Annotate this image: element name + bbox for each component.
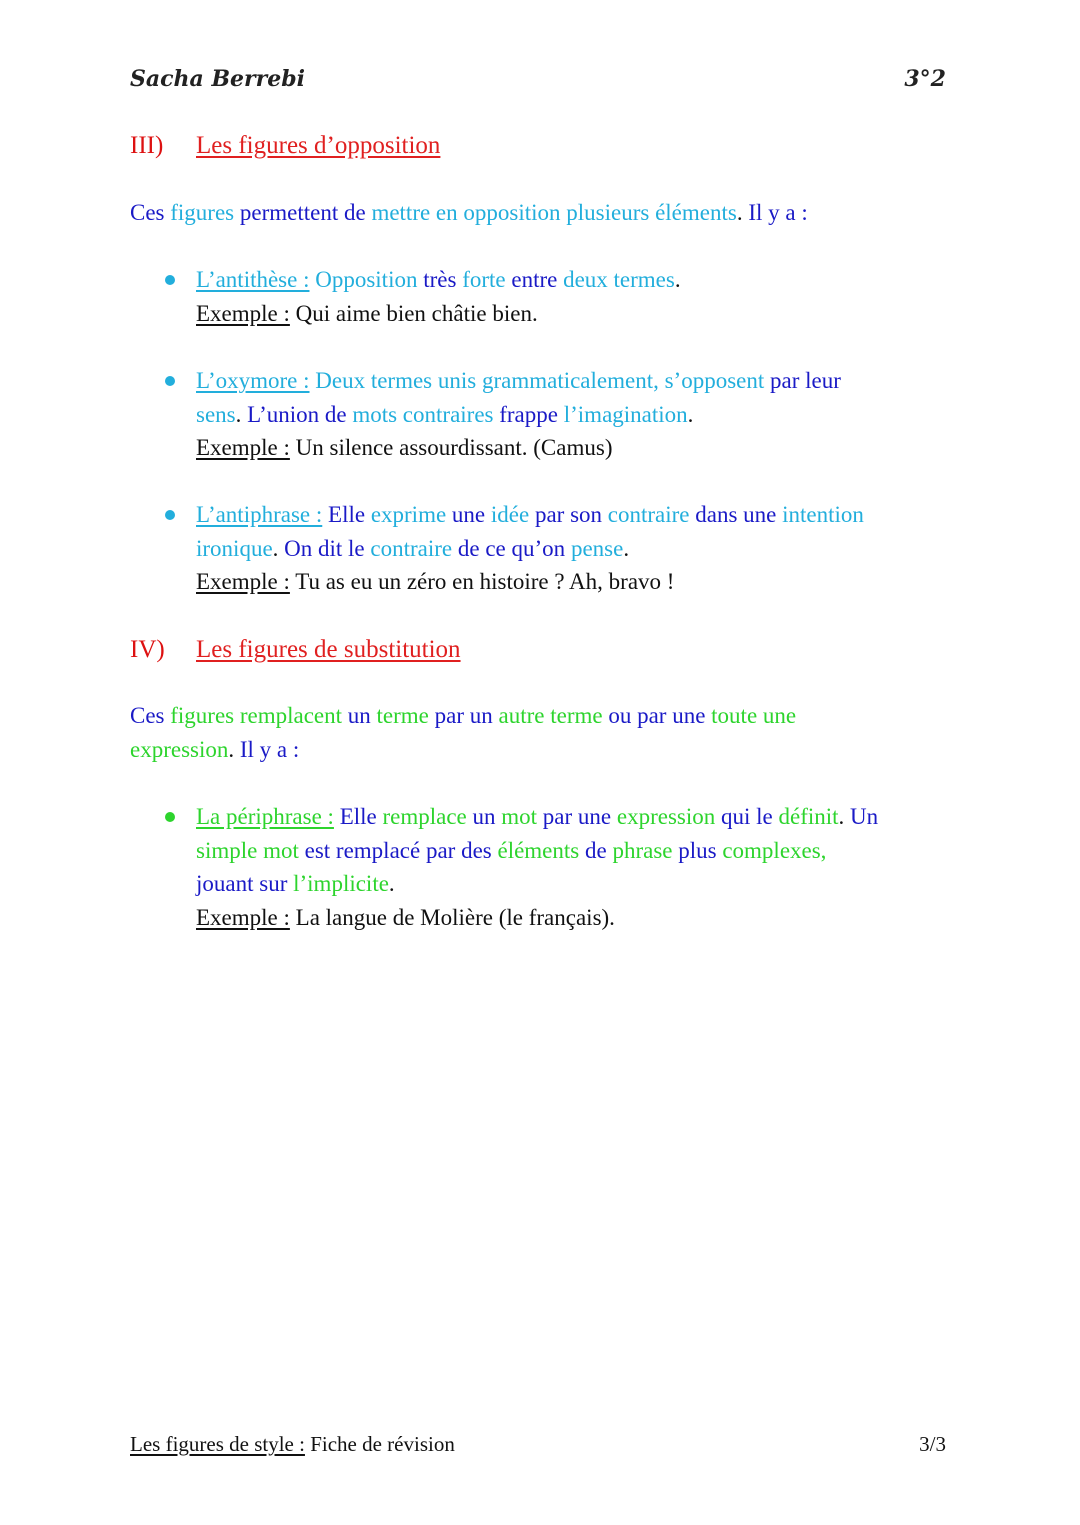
text-run: . <box>272 535 285 561</box>
text-run: Deux termes unis grammaticalement, s’opposent <box>315 368 771 393</box>
text-run: est remplacé <box>304 837 426 863</box>
example-label: Exemple : <box>196 435 290 460</box>
text-run: expression <box>130 737 229 762</box>
text-run: forte <box>462 267 512 292</box>
text-run: par leur <box>770 368 841 393</box>
example-text: Tu as eu un zéro en histoire ? Ah, bravo ! <box>295 569 675 594</box>
text-run: permettent de <box>239 200 372 225</box>
page-number: 3/3 <box>919 1432 946 1456</box>
text-run: . <box>838 804 851 829</box>
bullet-icon <box>165 275 175 285</box>
text-run: expression <box>616 804 721 829</box>
text-run: l’imagination <box>563 401 688 427</box>
footer-title: Les figures de style : <box>130 1432 305 1456</box>
section-3-title: Les figures d’opposition <box>196 132 441 159</box>
text-run: . <box>235 401 248 427</box>
text-run: . <box>388 871 395 896</box>
text-run: jouant sur <box>196 871 294 896</box>
list-item-oxymore <box>196 364 960 465</box>
text-run: terme <box>376 703 435 728</box>
text-run: par des <box>425 837 498 863</box>
text-run: figures remplacent <box>170 703 348 728</box>
text-run: deux termes <box>563 267 675 292</box>
section-4-intro <box>130 699 960 767</box>
text-run: un <box>472 804 502 829</box>
bullet-icon <box>165 510 175 520</box>
list-item-antiphrase <box>196 498 960 599</box>
author-name: Sacha Berrebi <box>130 66 305 92</box>
text-run: . <box>687 401 694 427</box>
text-run: complexes, <box>722 837 827 863</box>
term-label: La périphrase : <box>196 804 334 829</box>
text-run: mettre en opposition plusieurs éléments <box>371 200 737 225</box>
example-text: La langue de Molière (le français). <box>295 904 615 930</box>
text-run: simple mot <box>196 837 305 863</box>
text-run: autre terme <box>498 703 609 728</box>
text-run: contraire <box>370 535 458 561</box>
text-run: définit <box>778 804 839 829</box>
example-label: Exemple : <box>196 300 290 326</box>
text-run: frappe <box>499 401 564 427</box>
text-run: par une <box>542 804 617 829</box>
text-run: par un <box>434 703 499 728</box>
text-run: remplace <box>382 804 473 829</box>
text-run: On dit le <box>284 535 371 561</box>
bullet-icon <box>165 812 175 822</box>
text-run: une <box>451 502 491 527</box>
text-run: très <box>423 267 463 292</box>
section-3-intro <box>130 196 960 230</box>
term-label: L’antithèse : <box>196 267 310 292</box>
section-4-title: Les figures de substitution <box>196 636 461 663</box>
text-run: pense <box>570 535 624 561</box>
text-run: Elle <box>339 804 383 829</box>
text-run: exprime <box>370 502 452 527</box>
text-run: plus <box>678 837 723 863</box>
text-run: . <box>228 737 240 762</box>
text-run: éléments <box>497 837 585 863</box>
footer-subtitle: Fiche de révision <box>310 1432 455 1456</box>
text-run: . <box>674 267 681 292</box>
text-run: de <box>584 837 613 863</box>
section-3-heading <box>130 131 440 161</box>
text-run: intention <box>782 502 864 527</box>
text-run: mot <box>501 804 543 829</box>
text-run: L’union de <box>247 401 353 427</box>
text-run: Il y a : <box>239 737 300 762</box>
text-run: idée <box>490 502 535 527</box>
section-4-heading <box>130 635 461 665</box>
example-label: Exemple : <box>196 569 290 594</box>
text-run: . <box>623 535 630 561</box>
text-run: dans une <box>695 502 783 527</box>
text-run: l’implicite <box>293 871 389 896</box>
definition <box>315 267 680 292</box>
term-label: L’antiphrase : <box>196 502 323 527</box>
text-run: Elle <box>328 502 371 527</box>
text-run: sens <box>196 401 236 427</box>
list-item-antithese <box>196 263 960 330</box>
text-run: phrase <box>612 837 679 863</box>
section-4-number: IV) <box>130 636 165 663</box>
text-run: Ces <box>130 703 171 728</box>
text-run: entre <box>511 267 564 292</box>
text-run: mots contraires <box>352 401 500 427</box>
class-label: 3°2 <box>904 66 946 92</box>
text-run: ironique <box>196 535 273 561</box>
text-run: par son <box>534 502 608 527</box>
footer-doc-title <box>130 1432 455 1457</box>
text-run: de ce qu’on <box>457 535 571 561</box>
list-item-periphrase <box>196 800 960 934</box>
text-run: Un <box>850 804 879 829</box>
bullet-icon <box>165 376 175 386</box>
section-3-number: III) <box>130 132 164 159</box>
example-text: Un silence assourdissant. (Camus) <box>295 435 613 460</box>
text-run: Il y a : <box>748 200 808 225</box>
text-run: toute une <box>711 703 797 728</box>
example-text: Qui aime bien châtie bien. <box>295 300 538 326</box>
text-run: un <box>347 703 377 728</box>
text-run: Opposition <box>315 267 424 292</box>
text-run: ou par une <box>608 703 712 728</box>
text-run: figures <box>170 200 240 225</box>
text-run: contraire <box>607 502 696 527</box>
text-run: Ces <box>130 200 171 225</box>
text-run: qui le <box>721 804 779 829</box>
text-run: . <box>736 200 749 225</box>
term-label: L’oxymore : <box>196 368 310 393</box>
example-label: Exemple : <box>196 904 290 930</box>
